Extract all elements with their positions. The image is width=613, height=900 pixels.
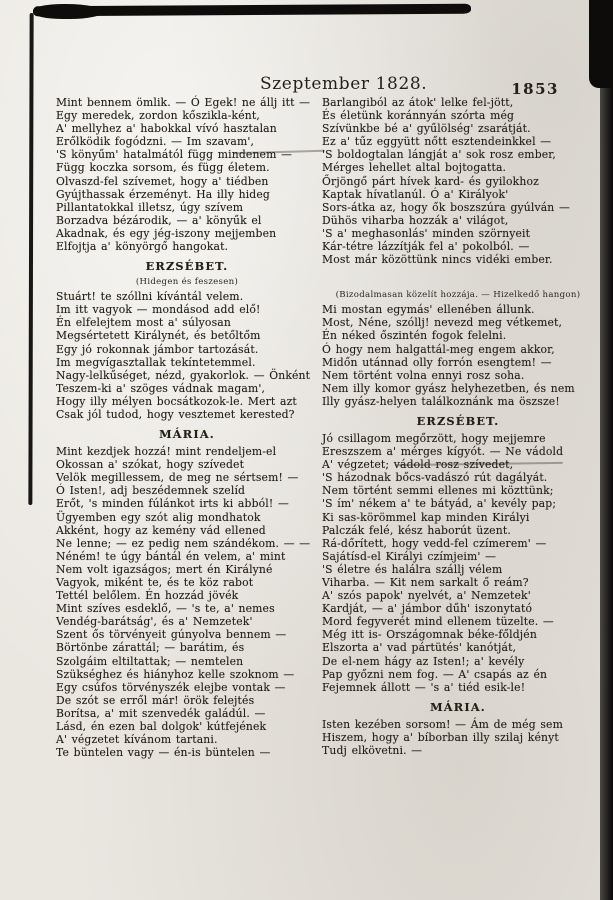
verse-line: Stuárt! te szóllni kívántál velem. (56, 290, 244, 304)
verse-line: A' végzetet kívánom tartani. (56, 733, 218, 747)
scan-artifact-right-top-edge (589, 0, 613, 88)
verse-line: Lásd, én ezen bal dolgok' kútfejének (56, 720, 267, 734)
verse-line: Teszem-ki a' szöges vádnak magam', (56, 381, 266, 395)
verse-line: Nem volt igazságos; mert én Királyné (56, 562, 273, 576)
verse-line: Ó hogy nem halgattál-meg engem akkor, (322, 342, 555, 356)
verse-line: A' szós papok' nyelvét, a' Nemzetek' (322, 589, 531, 603)
stage-direction: (Bizodalmasan közelít hozzája. — Hizelkedő hangon) (335, 290, 581, 301)
verse-line: Kár-tétre lázzítják fel a' pokolból. — (322, 240, 530, 254)
verse-line: Jó csillagom megőrzött, hogy mejjemre (322, 431, 546, 445)
verse-line: Nem történt semmi ellenes mi közttünk; (322, 484, 554, 498)
verse-line: 'S boldogtalan lángját a' sok rosz ember, (322, 148, 557, 162)
verse-line: Most már közöttünk nincs vidéki ember. (322, 253, 553, 267)
verse-line: Nagy-lelkűséget, nézd, gyakorlok. — Önként (56, 368, 311, 382)
verse-line: Isten kezében sorsom! — Ám de még sem (322, 717, 563, 731)
verse-line: 'S ím' nékem a' te bátyád, a' kevély pap; (322, 497, 557, 511)
verse-line: Midőn utánnad olly forrón esengtem! — (322, 355, 552, 369)
verse-line: Elfojtja a' könyörgő hangokat. (56, 240, 229, 254)
verse-line: Most, Néne, szóllj! nevezd meg vétkemet, (322, 316, 563, 330)
verse-line: Még itt is- Országomnak béke-főldjén (322, 628, 537, 642)
verse-line: Mint bennem ömlik. — Ó Egek! ne állj itt — (56, 96, 311, 109)
verse-line: A' végzetet; vádold rosz szívedet, (322, 458, 514, 472)
verse-line: Ügyemben egy szót alig mondhatok (56, 510, 261, 524)
verse-line: Mint szíves esdeklő, — 's te, a' nemes (56, 602, 275, 616)
verse-line: Börtönbe zárattál; — barátim, és (56, 641, 245, 655)
verse-line: Olvaszd-fel szívemet, hogy a' tiédben (56, 174, 269, 188)
verse-line: Kaptak hívatlanúl. Ó a' Királyok' (322, 187, 509, 201)
scan-artifact-right-edge (600, 0, 613, 900)
verse-line: Vagyok, miként te, és te köz rabot (56, 576, 254, 589)
verse-line: 'S a' meghasonlás' minden szörnyeit (322, 226, 531, 240)
verse-line: Néném! te úgy bántál én velem, a' mint (56, 549, 286, 563)
verse-line: Ki sas-körömmel kap minden Királyi (322, 510, 530, 524)
verse-line: Szolgáim eltiltattak; — nemtelen (56, 654, 244, 668)
verse-line: Tettél belőlem. Én hozzád jövék (56, 589, 239, 603)
spacer (322, 266, 594, 290)
verse-line: Palczák felé, kész haborút üzent. (322, 523, 511, 537)
verse-line: Egy meredek, zordon kőszikla-ként, (56, 109, 260, 123)
right-text-column (322, 96, 594, 757)
issue-date: Szeptember 1828. (260, 74, 428, 94)
left-text-column (56, 96, 318, 759)
speaker-heading: ERZSÉBET. (145, 259, 229, 274)
verse-line: Nem illy komor gyász helyhezetben, és nem (322, 381, 575, 395)
verse-line: Mi mostan egymás' ellenében állunk. (322, 303, 535, 317)
verse-line: De el-nem hágy az Isten!; a' kevély (322, 654, 525, 668)
stage-direction: (Hidegen és feszesen) (135, 277, 239, 288)
verse-line: Szent ős törvényeit gúnyolva bennem — (56, 628, 287, 642)
verse-line: Viharba. — Kit nem sarkalt ő reám? (322, 576, 529, 589)
verse-line: 'S életre és halálra szállj vélem (322, 562, 503, 576)
verse-line: És életünk koránnyán szórta még (322, 109, 515, 123)
verse-line: Erőlködik fogódzni. — Im szavam', (56, 135, 255, 149)
verse-line: Mérges lehellet altal bojtogatta. (322, 161, 507, 175)
speaker-heading: MÁRIA. (159, 427, 215, 442)
verse-line: Elszorta a' vad pártütés' kanótját, (322, 641, 517, 655)
verse-line: Csak jól tudod, hogy vesztemet kerested? (56, 407, 295, 421)
verse-line: Egy jó rokonnak jámbor tartozását. (56, 342, 259, 356)
speaker-heading: MÁRIA. (430, 699, 486, 714)
verse-line: Én elfelejtem most a' súlyosan (56, 316, 231, 330)
verse-line: Illy gyász-helyen találkoznánk ma öszsze! (322, 394, 560, 408)
verse-line: Dühös viharba hozzák a' világot, (322, 213, 509, 227)
verse-line: Erőt, 's minden fúlánkot irts ki abból! — (56, 497, 289, 511)
verse-line: 'S könyűm' hatalmától függ mindenem — (56, 148, 293, 162)
verse-line: Ne lenne; — ez pedig nem szándékom. — — (56, 536, 311, 550)
verse-line: A' mellyhez a' habokkal vívó hasztalan (56, 122, 277, 136)
verse-line: Akadnak, és egy jég-iszony mejjemben (56, 226, 277, 240)
page-number: 1853 (511, 80, 559, 98)
verse-line: Megsértetett Királynét, és betőltőm (56, 329, 261, 343)
verse-line: Hogy illy mélyen bocsátkozok-le. Mert azt (56, 394, 297, 408)
verse-line: Im megvígasztallak tekíntetemmel. (56, 355, 256, 369)
verse-line: Kardját, — a' jámbor dűh' iszonytató (322, 602, 533, 616)
verse-line: Gyújthassak érzeményt. Ha illy hideg (56, 187, 270, 201)
verse-line: Sajátísd-el Királyi czímjeim' — (322, 549, 497, 563)
verse-line: Mint kezdjek hozzá! mint rendeljem-el (56, 445, 277, 459)
verse-line: Hiszem, hogy a' bíborban illy szilaj kényt (322, 730, 559, 744)
verse-line: Egy csúfos törvényszék elejbe vontak — (56, 680, 286, 694)
verse-line: Barlangiból az átok' lelke fel-jött, (322, 96, 514, 109)
verse-line: Ereszszem a' mérges kígyót. — Ne vádold (322, 445, 564, 459)
scan-artifact-top-blob (33, 4, 103, 19)
verse-line: Rá-dőrített, hogy vedd-fel czímerem' — (322, 536, 547, 550)
verse-line: Fejemnek állott — 's a' tiéd esik-le! (322, 680, 526, 694)
verse-line: Velök megillessem, de meg ne sértsem! — (56, 471, 299, 485)
verse-line: Borítsa, a' mit szenvedék galádúl. — (56, 706, 266, 720)
verse-line: Okossan a' szókat, hogy szívedet (56, 458, 245, 472)
verse-line: Mord fegyverét mind ellenem tüzelte. — (322, 615, 554, 629)
verse-line: De szót se erről már! örök felejtés (56, 693, 255, 707)
verse-line: Én néked őszintén fogok felelni. (322, 329, 507, 343)
verse-line: Szükséghez és hiányhoz kelle szoknom — (56, 667, 295, 681)
verse-line: Akként, hogy az kemény vád ellened (56, 523, 266, 537)
scan-artifact-left-edge (28, 13, 33, 505)
verse-line: Őrjöngő párt hívek kard- és gyilokhoz (322, 174, 539, 188)
verse-line: Sors-átka az, hogy ők boszszúra gyúlván — (322, 200, 570, 214)
verse-line: Ó Isten!, adj beszédemnek szelíd (56, 484, 246, 498)
verse-line: Nem történt volna ennyi rosz soha. (322, 368, 525, 382)
verse-line: 'S házodnak bőcs-vadászó rút dagályát. (322, 471, 548, 485)
verse-line: Szívünkbe bé a' gyűlölség' zsarátját. (322, 122, 531, 136)
verse-line: Tudj elkövetni. — (322, 744, 423, 758)
verse-line: Borzadva bézárodik, — a' könyűk el (56, 213, 262, 227)
verse-line: Vendég-barátság', és a' Nemzetek' (56, 615, 253, 629)
verse-line: Te büntelen vagy — én-is büntelen — (56, 746, 271, 760)
verse-line: Im itt vagyok — mondásod add elő! (56, 303, 261, 317)
speaker-heading: ERZSÉBET. (416, 413, 500, 428)
verse-line: Ez a' tűz eggyütt nőtt esztendeinkkel — (322, 135, 552, 149)
verse-line: Függ koczka sorsom, és függ életem. (56, 161, 270, 175)
verse-line: Pillantatokkal illetsz, úgy szívem (56, 200, 244, 214)
verse-line: Pap győzni nem fog. — A' csapás az én (322, 667, 548, 681)
